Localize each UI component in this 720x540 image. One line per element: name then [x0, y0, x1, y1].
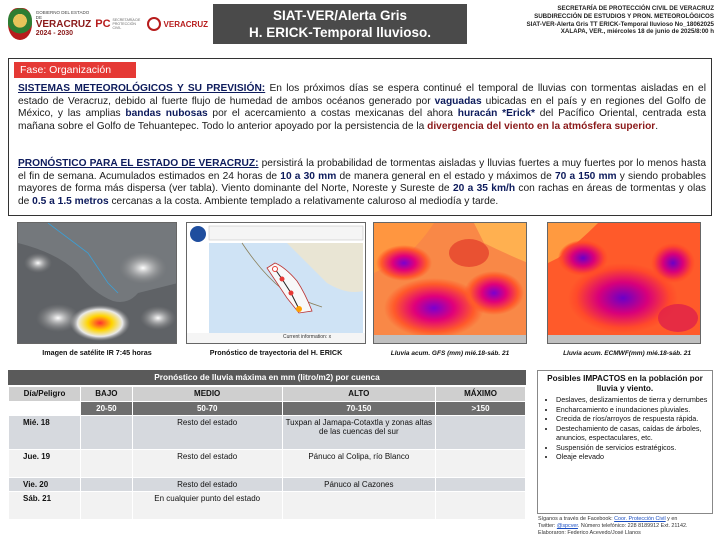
footer-text: Twitter: — [538, 523, 557, 529]
systems-bold: divergencia del viento en la atmósfera superior — [427, 121, 656, 133]
systems-heading: SISTEMAS METEOROLÓGICOS Y SU PREVISIÓN: — [18, 83, 266, 94]
veracruz-logo — [147, 17, 208, 31]
row-maximo — [436, 416, 526, 450]
footer-text: Síganos a través de Facebook: — [538, 516, 615, 522]
impacts-title: Posibles IMPACTOS en la población por lluvia y viento. — [547, 374, 703, 393]
gfs-caption: Lluvia acum. GFS (mm) mié.18-sáb. 21 — [390, 350, 510, 357]
government-logo — [36, 10, 92, 38]
range-maximo: >150 — [436, 402, 526, 416]
range-empty — [9, 402, 81, 416]
twitter-link[interactable]: @spcver — [556, 523, 578, 529]
impact-item: • Deslaves, deslizamientos de tierra y derrumbes — [556, 396, 708, 405]
impact-item: • Destechamiento de casas, caídas de árboles, anuncios, espectaculares, etc. — [556, 425, 708, 442]
forecast-bold: 10 a 30 mm — [280, 170, 337, 182]
footer-line — [538, 516, 714, 523]
table-row — [9, 450, 526, 478]
header-medio: MEDIO — [132, 387, 282, 402]
forecast-bold: 20 a 35 km/h — [452, 183, 516, 195]
satellite-image — [17, 222, 177, 344]
systems-text: . — [655, 121, 659, 133]
trajectory-image — [186, 222, 366, 344]
row-bajo — [80, 478, 132, 492]
forecast-text: de manera general en el estado y máximos de — [336, 170, 555, 182]
impact-item: • Suspensión de servicios estratégicos. — [556, 444, 708, 453]
header-bajo: BAJO — [80, 387, 132, 402]
authors: Elaboraron: Federico Acevedo/José Llanos — [538, 530, 641, 536]
footer-text: y en — [665, 516, 678, 522]
table-range-row — [9, 402, 526, 416]
systems-paragraph — [18, 83, 706, 134]
row-maximo — [436, 492, 526, 520]
trajectory-caption: Pronóstico de trayectoria del H. ERICK — [209, 348, 343, 357]
row-day: Mié. 18 — [9, 416, 81, 450]
systems-text: En los próximos días se espera continué el temporal de lluvias con tormentas aisladas en el estado de Veracruz, debido al fuerte flujo de humedad de ambos océanos generado por — [18, 83, 706, 107]
forecast-text: y siendo probables mayores de forma más dispersa (ver tabla). Viento dominante del Norte, Noreste y Sureste de — [18, 170, 706, 195]
systems-text: del Pacífico Oriental, centrada esta mañana sobre el Golfo de Tehuantepec. Todo lo anterior apoyado por la persistencia de la — [18, 108, 706, 133]
row-day: Vie. 20 — [9, 478, 81, 492]
row-medio: Resto del estado — [132, 416, 282, 450]
veracruz-logo-text: VERACRUZ — [163, 19, 208, 29]
row-day: Sáb. 21 — [9, 492, 81, 520]
range-medio: 50-70 — [132, 402, 282, 416]
agency-info — [478, 5, 714, 36]
ecmwf-caption: Lluvia acum. ECMWF(mm) mié.18-sáb. 21 — [563, 350, 691, 357]
ecmwf-rain-image — [547, 222, 701, 344]
impact-item: • Oleaje elevado — [556, 453, 708, 462]
table-row — [9, 492, 526, 520]
row-alto — [282, 492, 436, 520]
alert-subtitle: H. ERICK-Temporal lluvioso. — [248, 25, 432, 40]
track-footer: Current information: x — [283, 334, 332, 340]
veracruz-seal-icon — [8, 8, 32, 40]
table-row — [9, 416, 526, 450]
gfs-rain-map-graphic — [374, 223, 527, 344]
gfs-rain-image — [373, 222, 527, 344]
systems-text: ubicadas en el país y en regiones del Golfo de México, y las amplias — [18, 95, 706, 120]
header-logos — [8, 4, 208, 44]
header-alto: ALTO — [282, 387, 436, 402]
impacts-box — [537, 370, 713, 514]
range-bajo: 20-50 — [80, 402, 132, 416]
row-maximo — [436, 450, 526, 478]
forecast-paragraph — [18, 158, 706, 209]
forecast-bold: 70 a 150 mm — [554, 170, 617, 182]
gov-years: 2024 - 2030 — [35, 30, 74, 37]
impact-item: • Encharcamiento e inundaciones pluviales. — [556, 406, 708, 415]
systems-text: por el acercamiento a costas mexicanas del ahora — [207, 108, 458, 120]
ecmwf-rain-map-graphic — [548, 223, 701, 344]
header-maximo: MÁXIMO — [436, 387, 526, 402]
gov-name: VERACRUZ — [35, 19, 92, 30]
row-medio: En cualquier punto del estado — [132, 492, 282, 520]
forecast-heading: PRONÓSTICO PARA EL ESTADO DE VERACRUZ: — [18, 158, 259, 169]
gov-line: GOBIERNO DEL ESTADO DE — [35, 10, 90, 20]
agency-department: SUBDIRECCIÓN DE ESTUDIOS Y PRON. METEOROLÓGICOS — [534, 12, 714, 20]
systems-bold: bandas nubosas — [125, 108, 208, 120]
bulletin-number: SIAT-VER-Alerta Gris TT ERICK-Temporal lluvioso No_18062025 — [526, 20, 714, 28]
systems-bold: huracán *Erick* — [457, 108, 535, 120]
pc-subtitle: SECRETARÍA DE PROTECCIÓN CIVIL — [112, 18, 141, 30]
rain-table-title: Pronóstico de lluvia máxima en mm (litro/m2) por cuenca — [8, 370, 526, 385]
alert-title: SIAT-VER/Alerta Gris — [272, 8, 408, 23]
hurricane-track-graphic — [187, 223, 366, 344]
pc-mark: PC — [95, 18, 111, 30]
systems-bold: vaguadas — [434, 95, 482, 107]
forecast-text: cercanas a la costa. Ambiente templado a relativamente caluroso al mediodía y tarde. — [108, 196, 499, 208]
footer-text: . Número telefónico: 228 8189912 Ext. 21142. — [577, 523, 688, 529]
agency-name: SECRETARÍA DE PROTECCIÓN CIVIL DE VERACRUZ — [557, 5, 714, 12]
footer-line — [538, 523, 714, 530]
impact-item: • Crecida de ríos/arroyos de respuesta rápida. — [556, 415, 708, 424]
table-row — [9, 478, 526, 492]
phase-badge: Fase: Organización — [14, 62, 136, 78]
range-alto: 70-150 — [282, 402, 436, 416]
contact-footer — [538, 516, 714, 537]
bulletin-date: XALAPA, VER., miércoles 18 de junio de 2025/8:00 h — [560, 28, 714, 36]
row-maximo — [436, 478, 526, 492]
forecast-text: persistirá la probabilidad de tormentas aisladas y lluvias fuertes a muy fuertes por lo menos hasta el fin de semana. Acumulados estimados en 24 horas de — [18, 158, 706, 182]
rain-forecast-table — [8, 386, 526, 520]
row-bajo — [80, 492, 132, 520]
table-header-row — [9, 387, 526, 402]
row-alto: Tuxpan al Jamapa-Cotaxtla y zonas altas de las cuencas del sur — [282, 416, 436, 450]
row-alto: Pánuco al Colipa, río Blanco — [282, 450, 436, 478]
pc-logo — [95, 18, 142, 30]
row-bajo — [80, 416, 132, 450]
header-day: Día/Peligro — [9, 387, 81, 402]
impacts-list — [542, 396, 708, 462]
forecast-text: con rachas en áreas de tormentas y olas de — [18, 183, 706, 208]
alert-title-box — [213, 4, 467, 44]
row-medio: Resto del estado — [132, 450, 282, 478]
veracruz-emblem-icon — [147, 17, 161, 31]
row-medio: Resto del estado — [132, 478, 282, 492]
facebook-link[interactable]: Coor. Protección Civil — [614, 516, 666, 522]
satellite-ir-graphic — [18, 223, 177, 344]
forecast-bold: 0.5 a 1.5 metros — [32, 196, 109, 208]
row-day: Jue. 19 — [9, 450, 81, 478]
row-alto: Pánuco al Cazones — [282, 478, 436, 492]
row-bajo — [80, 450, 132, 478]
satellite-caption: Imagen de satélite IR 7:45 horas — [42, 348, 152, 357]
